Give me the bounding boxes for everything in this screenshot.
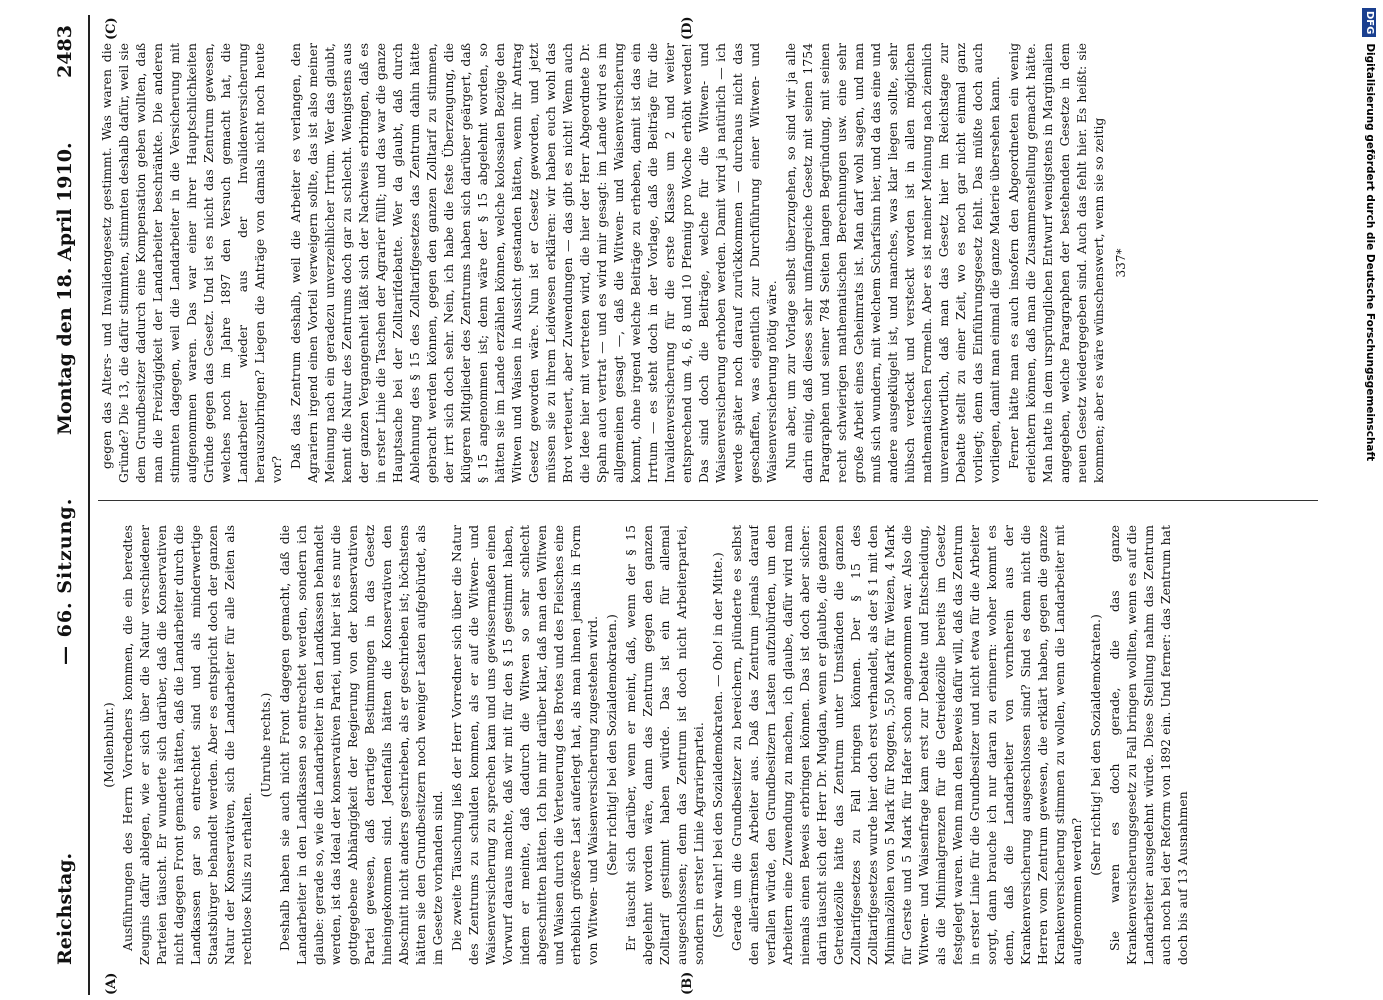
- right-column: [98, 43, 1338, 483]
- paragraph: Die zweite Täuschung ließ der Herr Vorredner sich über die Natur des Zentrums zu schulden kommen, als er auf die Witwen- und Waisenversicherung zu sprechen kam und uns gewissermaßen einen Vorwurf daraus machte, daß wir mit für den § 15 gestimmt haben, indem er meinte, daß dadurch die Witwen so sehr schlecht abgeschnitten hätten. Ich bin mir darüber klar, daß man den Witwen und Waisen durch die Verteuerung des Brotes und des Fleisches eine erheblich größere Last auferlegt hat, als man ihnen jemals in Form von Witwen- und Waisenversicherung zugestehen wird.: [449, 525, 600, 965]
- paragraph: Daß das Zentrum deshalb, weil die Arbeiter es verlangen, den Agrariern irgend einen Vorteil verweigern sollte, das ist also meiner Meinung nach ein geradezu unverzeihlicher Irrtum. Wer das glaubt, kennt die Natur des Zentrums doch gar zu schlecht. Wenigstens aus der ganzen Vergangenheit läßt sich der Nachweis erbringen, daß es in erster Linie die Taschen der Agrarier füllt; und das war die ganze Hauptsache bei der Zolltarifdebatte. Wer da glaubt, daß durch Ablehnung des § 15 des Zolltarifgesetzes das Zentrum dahin hätte gebracht werden können, gegen den ganzen Zolltarif zu stimmen, der irrt sich doch sehr. Nein, ich habe die feste Überzeugung, die klügeren Mitglieder des Zentrums haben sich darüber geärgert, daß § 15 angenommen ist; denn wäre der § 15 abgelehnt worden, so hätten sie im Lande erzählen können, welche kolossalen Bezüge den Witwen und Waisen in Aussicht gestanden hätten, wenn ihr Antrag Gesetz geworden wäre. Nun ist er Gesetz geworden, und jetzt müssen sie zu ihrem Leidwesen erklären: wir haben euch wohl das Brot verteuert, aber Zuwendungen — das gibt es nicht! Wenn auch die Idee hier mit vertreten wird, die hier der Herr Abgeordnete Dr. Spahn auch vertrat — und es wird mir gesagt: im Lande wird es im allgemeinen gesagt —, daß die Witwen- und Waisenversicherung kommt, ohne irgend welche Beiträge zu erheben, damit ist das ein Irrtum — es steht doch in der Vorlage, daß die Beiträge für die Invalidenversicherung für die erste Klasse um 2 und weiter entsprechend um 4, 6, 8 und 10 Pfennig pro Woche erhöht werden! Das sind doch die Beiträge, welche für die Witwen- und Waisenversicherung erhoben werden. Damit wird ja natürlich — ich werde später noch darauf zurückkommen — durchaus nicht das geschaffen, was eigentlich zur Durchführung einer Witwen- und Waisenversicherung nötig wäre.: [288, 43, 779, 483]
- paragraph: gegen das Alters- und Invalidengesetz gestimmt. Was waren die Gründe? Die 13, die dafür stimmten, stimmten deshalb dafür, weil sie dem Grundbesitzer dadurch eine Kompensation geben wollten, daß man die Freizügigkeit der Landarbeiter beschränkte. Die anderen stimmten dagegen, weil die Landarbeiter in die Versicherung mit aufgenommen waren. Das war einer ihrer Hauptschlichkeiten Gründe gegen das Gesetz. Und ist es nicht das Zentrum gewesen, welches noch im Jahre 1897 den Versuch gemacht hat, die Landarbeiter wieder aus der Invalidenversicherung herauszubringen? Liegen die Anträge von damals nicht noch heute vor?: [99, 43, 284, 483]
- column-divider: [98, 500, 1318, 501]
- interjection: (Sehr wahr! bei den Sozialdemokraten. — Oho! in der Mitte.): [710, 552, 725, 938]
- margin-marker-c: (C): [104, 17, 119, 40]
- header-session: — 66. Sitzung.: [54, 497, 76, 665]
- header-page-number: 2483: [54, 25, 76, 78]
- paragraph: Gerade um die Grundbesitzer zu bereichern, plünderte es selbst den allerärmsten Arbeiter aus. Daß das Zentrum jemals darauf verfallen würde, den Grundbesitzern Lasten aufzubürden, um den Arbeitern eine Zuwendung zu machen, ich glaube, dafür wird man niemals einen Beweis erbringen können. Das ist doch aber sicher: darin täuscht sich der Herr Dr. Mugdan, wenn er glaubte, die ganzen Getreidezölle hätte das Zentrum unter Umständen die ganzen Zolltarifgesetzes zu Fall bringen können. Der § 15 des Zolltarifgesetzes wurde hier doch erst verhandelt, als der § 1 mit den Minimalzöllen von 5 Mark für Roggen, 5,50 Mark für Weizen, 4 Mark für Gerste und 5 Mark für Hafer schon angenommen war. Also die Witwen- und Waisenfrage kam erst zur Debatte und Entscheidung, als die Minimalgrenzen für die Getreidezölle bereits im Gesetz festgelegt waren. Wenn man den Beweis dafür will, daß das Zentrum in erster Linie für die Grundbesitzer und nicht etwa für die Arbeiter sorgt, dann brauche ich nur daran zu erinnern: woher kommt es denn, daß die Landarbeiter von vornherein aus der Krankenversicherung ausgeschlossen sind? Sind es denn nicht die Herren vom Zentrum gewesen, die erklärt haben, gegen die ganze Krankenversicherung stimmen zu wollen, wenn die Landarbeiter mit aufgenommen werden?: [729, 525, 1084, 965]
- margin-marker-d: (D): [680, 16, 695, 40]
- paragraph: Sie waren es doch gerade, die das ganze Krankenversicherungsgesetz zu Fall bringen wollten, wenn es auf die Landarbeiter ausgedehnt würde. Diese Stellung nahm das Zentrum auch noch bei der Reform von 1892 ein. Und ferner: das Zentrum hat doch bis auf 13 Ausnahmen: [1107, 525, 1190, 965]
- paragraph: Deshalb haben sie auch nicht Front dagegen gemacht, daß die Landarbeiter in den Landkassen so entrechtet werden, sondern ich glaube: gerade so, wie die Landarbeiter in den Landkassen behandelt werden, ist das Ideal der konservativen Partei, und hier ist es nur die gottgegebene Abhängigkeit der Regierung von der konservativen Partei gewesen, daß derartige Bestimmungen in das Gesetz hineingekommen sind. Jedenfalls hätten die Konservativen den Abschnitt nicht anders geschrieben, als er geschrieben ist; höchstens hätten sie den Grundbesitzern noch weniger Lasten aufgebürdet, als im Gesetze vorhanden sind.: [277, 525, 445, 965]
- header-reichstag: Reichstag.: [54, 852, 76, 965]
- paragraph: Ferner hätte man es auch insofern den Abgeordneten ein wenig erleichtern können, daß man die Zusammenstellung gemacht hätte. Man hatte in dem ursprünglichen Entwurf wenigstens in Marginalien angegeben, welche Paragraphen der bestehenden Gesetze in dem neuen Gesetz wiedergegeben sind. Auch das fehlt hier. Es heißt: sie kommen; aber es wäre wünschenswert, wenn sie so zeitig: [1006, 43, 1106, 483]
- interjection: (Sehr richtig! bei den Sozialdemokraten.): [1088, 614, 1103, 876]
- left-column: [98, 525, 1338, 965]
- paragraph: Er täuscht sich darüber, wenn er meint, daß, wenn der § 15 abgelehnt worden wäre, dann das Zentrum gegen den ganzen Zolltarif gestimmt haben würde. Das ist ein für allemal ausgeschlossen; denn das Zentrum ist doch nicht Arbeiterpartei, sondern in erster Linie Agrarierpartei.: [623, 525, 706, 965]
- document-page: [40, 15, 1350, 995]
- header-date: Montag den 18. April 1910.: [54, 142, 76, 435]
- credit-text: Digitalisierung gefördert durch die Deutsche Forschungsgemeinschaft: [1364, 43, 1376, 462]
- paragraph: Ausführungen des Herrn Vorredners kommen, die ein beredtes Zeugnis dafür ablegen, wie er sich über die Natur verschiedener Parteien täuscht. Er wunderte sich darüber, daß die Konservativen nicht dagegen Front gemacht hätten, daß die Landarbeiter durch die Landkassen gar so entrechtet sind und als minderwertige Staatsbürger behandelt werden. Aber es entspricht doch der ganzen Natur der Konservativen, sich die Landarbeiter für alle Zeiten als rechtlose Kulis zu erhalten.: [120, 525, 254, 965]
- interjection: (Mollenbuhr.): [101, 702, 116, 788]
- interjection: (Unruhe rechts.): [258, 692, 273, 798]
- header-rule: [88, 15, 90, 995]
- paragraph: Nun aber, um zur Vorlage selbst überzugehen, so sind wir ja alle darin einig, daß dieses sehr umfangreiche Gesetz mit seinen 1754 Paragraphen und seiner 784 Seiten langen Begründung, mit seinen recht schwierigen mathematischen Berechnungen usw. eine sehr große Arbeit eines Geheimrats ist. Man darf wohl sagen, und man muß sich wundern, mit welchem Scharfsinn hier, und da das eine und andere ausgeklügelt ist, und manches, was klar liegen sollte, sehr hübsch verdeckt und versteckt worden ist in allen möglichen mathematischen Formeln. Aber es ist meiner Meinung nach ziemlich unverantwortlich, daß man das Gesetz hier im Reichstage zur Debatte stellt zu einer Zeit, wo es noch gar nicht einmal ganz vorliegt; denn das Einführungsgesetz fehlt. Das müßte doch auch vorliegen, damit man einmal die ganze Materie übersehen kann.: [783, 43, 1002, 483]
- credit-strip: [1362, 8, 1382, 998]
- margin-marker-a: (A): [104, 972, 119, 995]
- credit-text-line: [1360, 8, 1380, 998]
- margin-marker-b: (B): [680, 971, 695, 995]
- dfg-logo: DFG: [1362, 8, 1376, 37]
- signature-mark: 337*: [1114, 248, 1128, 278]
- interjection: (Sehr richtig! bei den Sozialdemokraten.): [604, 614, 619, 876]
- page-header: [54, 15, 88, 995]
